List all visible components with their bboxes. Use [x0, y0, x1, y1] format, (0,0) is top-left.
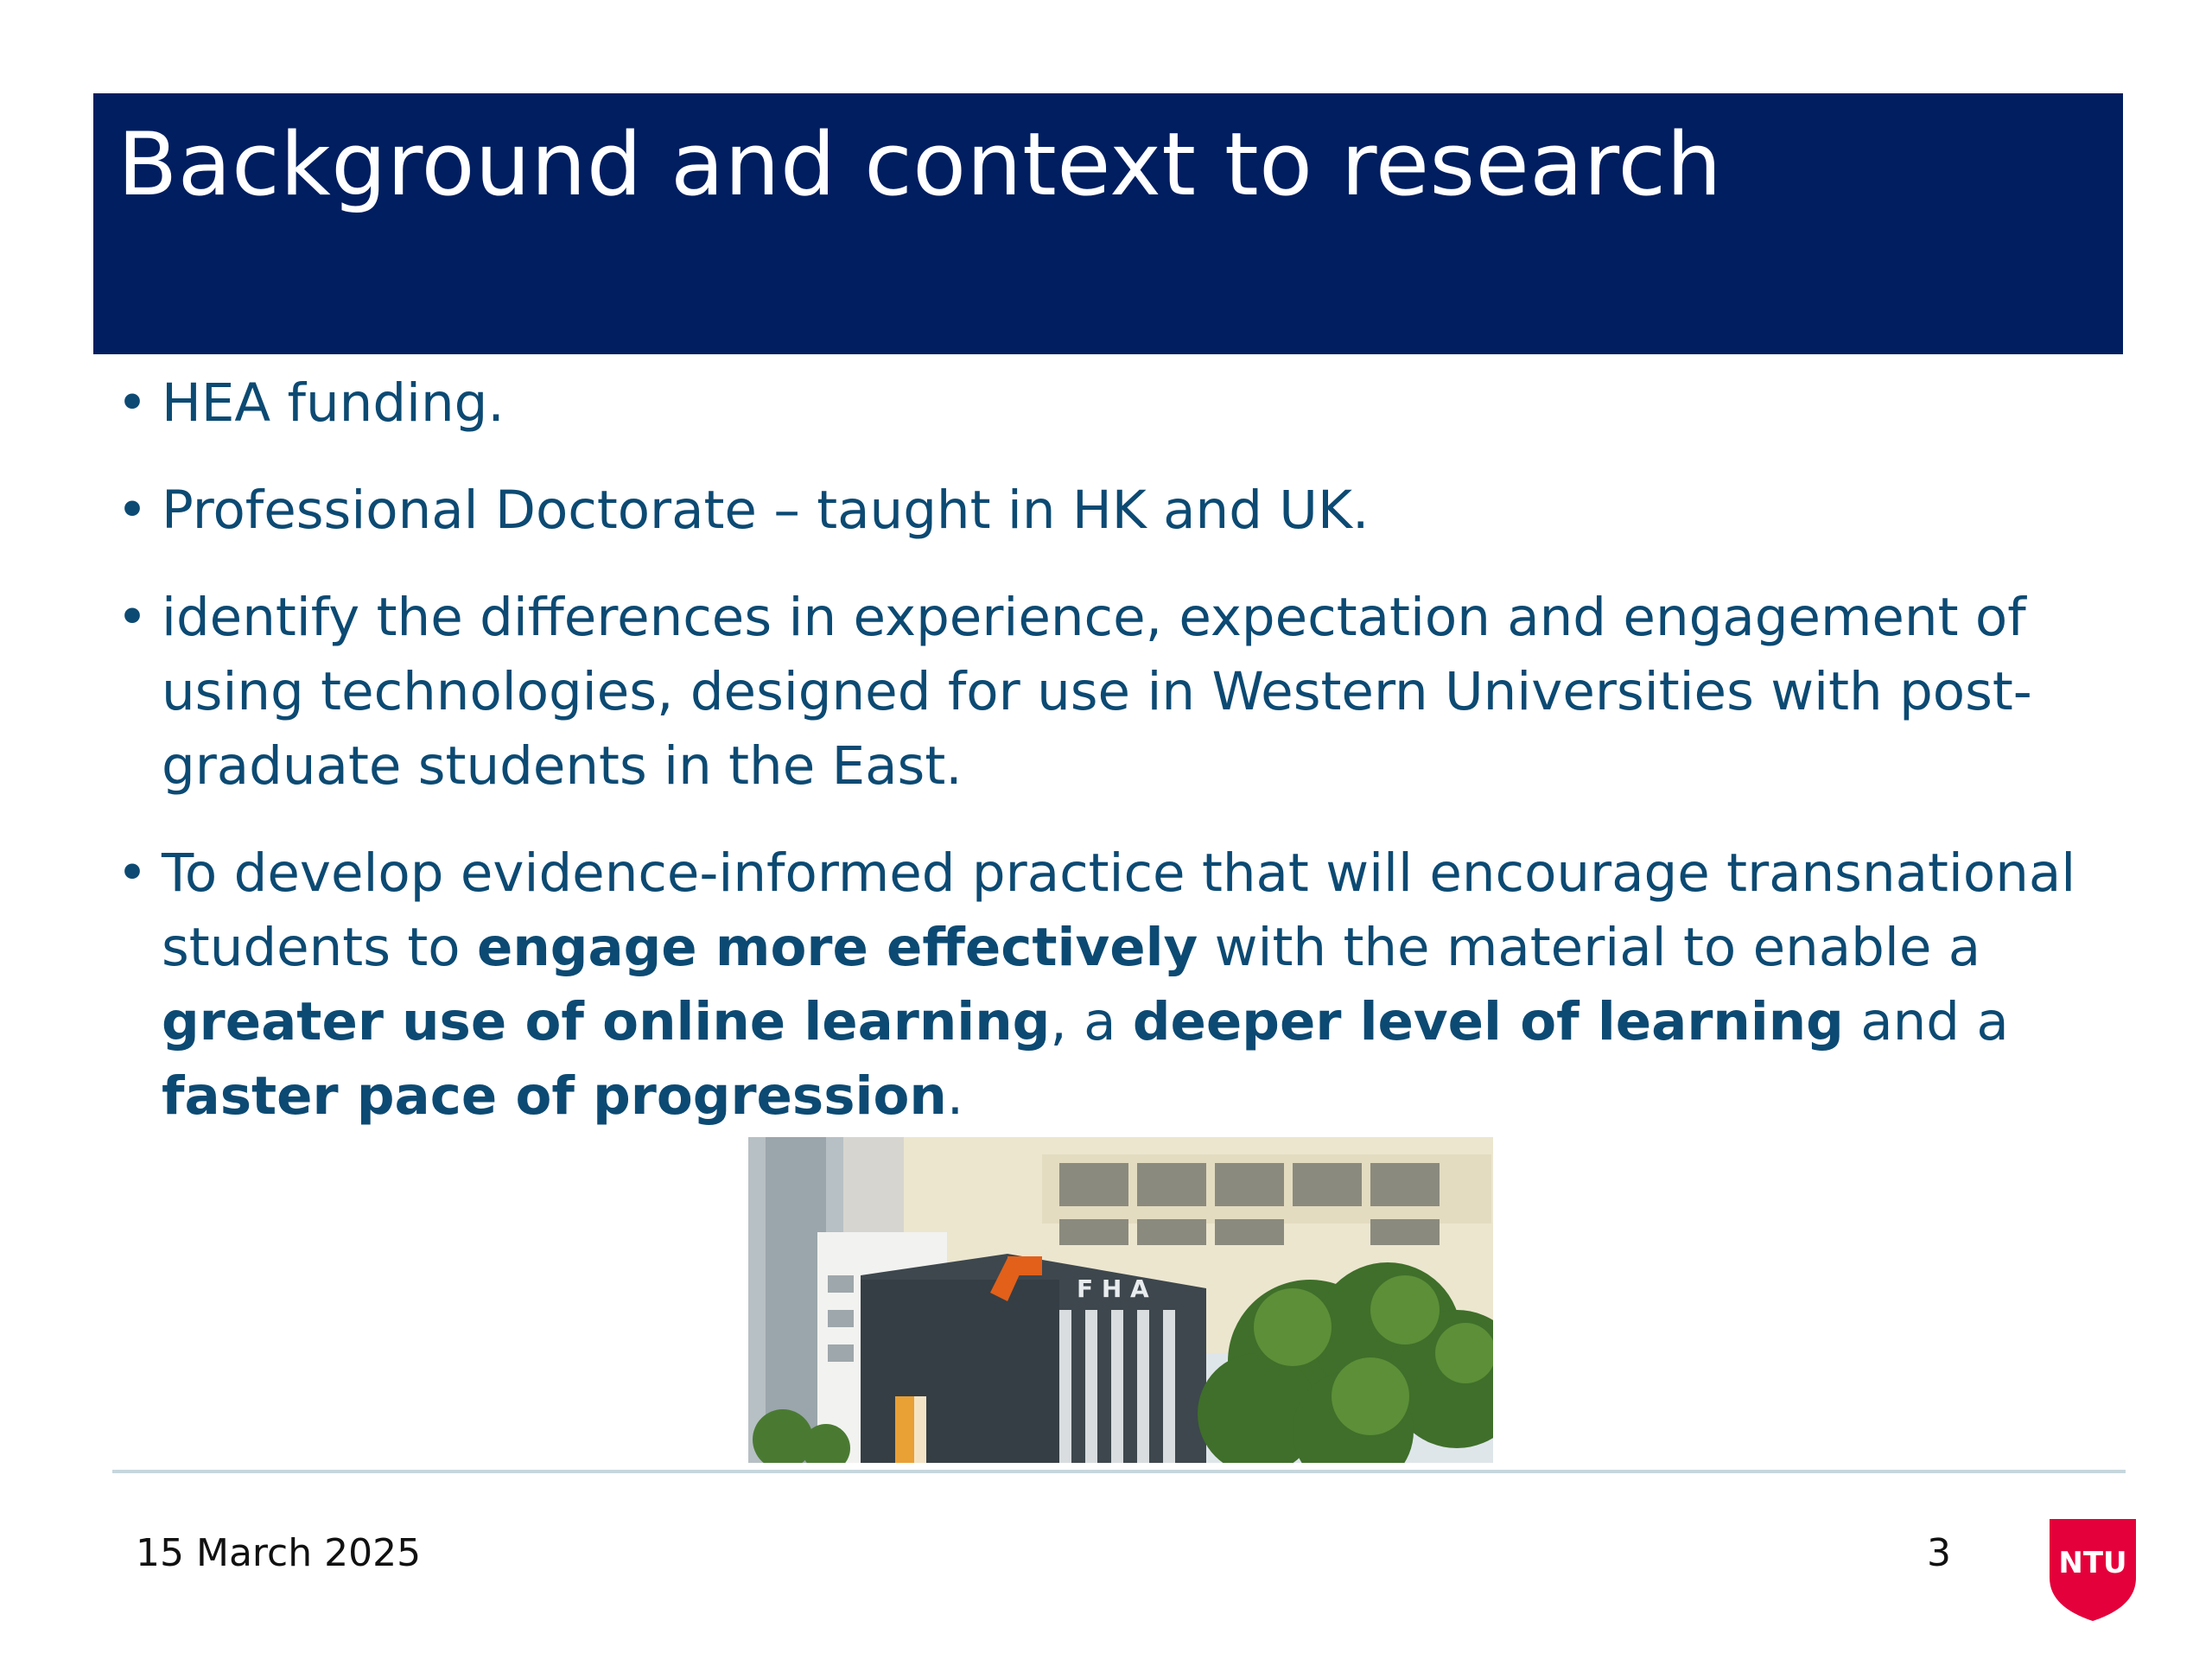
footer-date: 15 March 2025	[136, 1531, 422, 1575]
bullet-item	[117, 581, 2104, 804]
bullet-text: HEA funding.	[162, 372, 505, 434]
text-run: To develop evidence-informed practice that will encourage transnational students to	[162, 842, 2076, 978]
emphasis-text: engage more effectively	[477, 917, 1198, 978]
text-run: with the material to enable a	[1198, 917, 1981, 978]
bullet-list	[117, 366, 2104, 1134]
slide-title: Background and context to research	[118, 113, 1722, 215]
emphasis-text: faster pace of progression	[162, 1065, 947, 1127]
bullet-dot: •	[117, 842, 148, 904]
text-run: and a	[1843, 991, 2009, 1052]
bullet-item	[117, 366, 2104, 441]
footer-divider	[112, 1470, 2126, 1473]
title-bar	[93, 93, 2123, 354]
ntu-logo	[2050, 1519, 2136, 1621]
page-number: 3	[1927, 1531, 1951, 1575]
bullet-item	[117, 836, 2104, 1134]
text-run: , a	[1050, 991, 1133, 1052]
emphasis-text: greater use of online learning	[162, 991, 1051, 1052]
logo-text: NTU	[2058, 1546, 2127, 1580]
building-sign: F H A	[1077, 1274, 1149, 1303]
bullet-text: identify the differences in experience, expectation and engagement of using technologies, designed for use in Western Universities with post-graduate students in the East.	[162, 587, 2032, 797]
bullet-text: Professional Doctorate – taught in HK and UK.	[162, 480, 1370, 541]
bullet-item	[117, 474, 2104, 548]
bullet-dot: •	[117, 372, 148, 434]
bullet-dot: •	[117, 587, 148, 648]
text-run: .	[946, 1065, 964, 1127]
emphasis-text: deeper level of learning	[1132, 991, 1844, 1052]
bullet-dot: •	[117, 480, 148, 541]
bullet-text	[162, 842, 2075, 1127]
campus-building-photo	[748, 1137, 1493, 1463]
